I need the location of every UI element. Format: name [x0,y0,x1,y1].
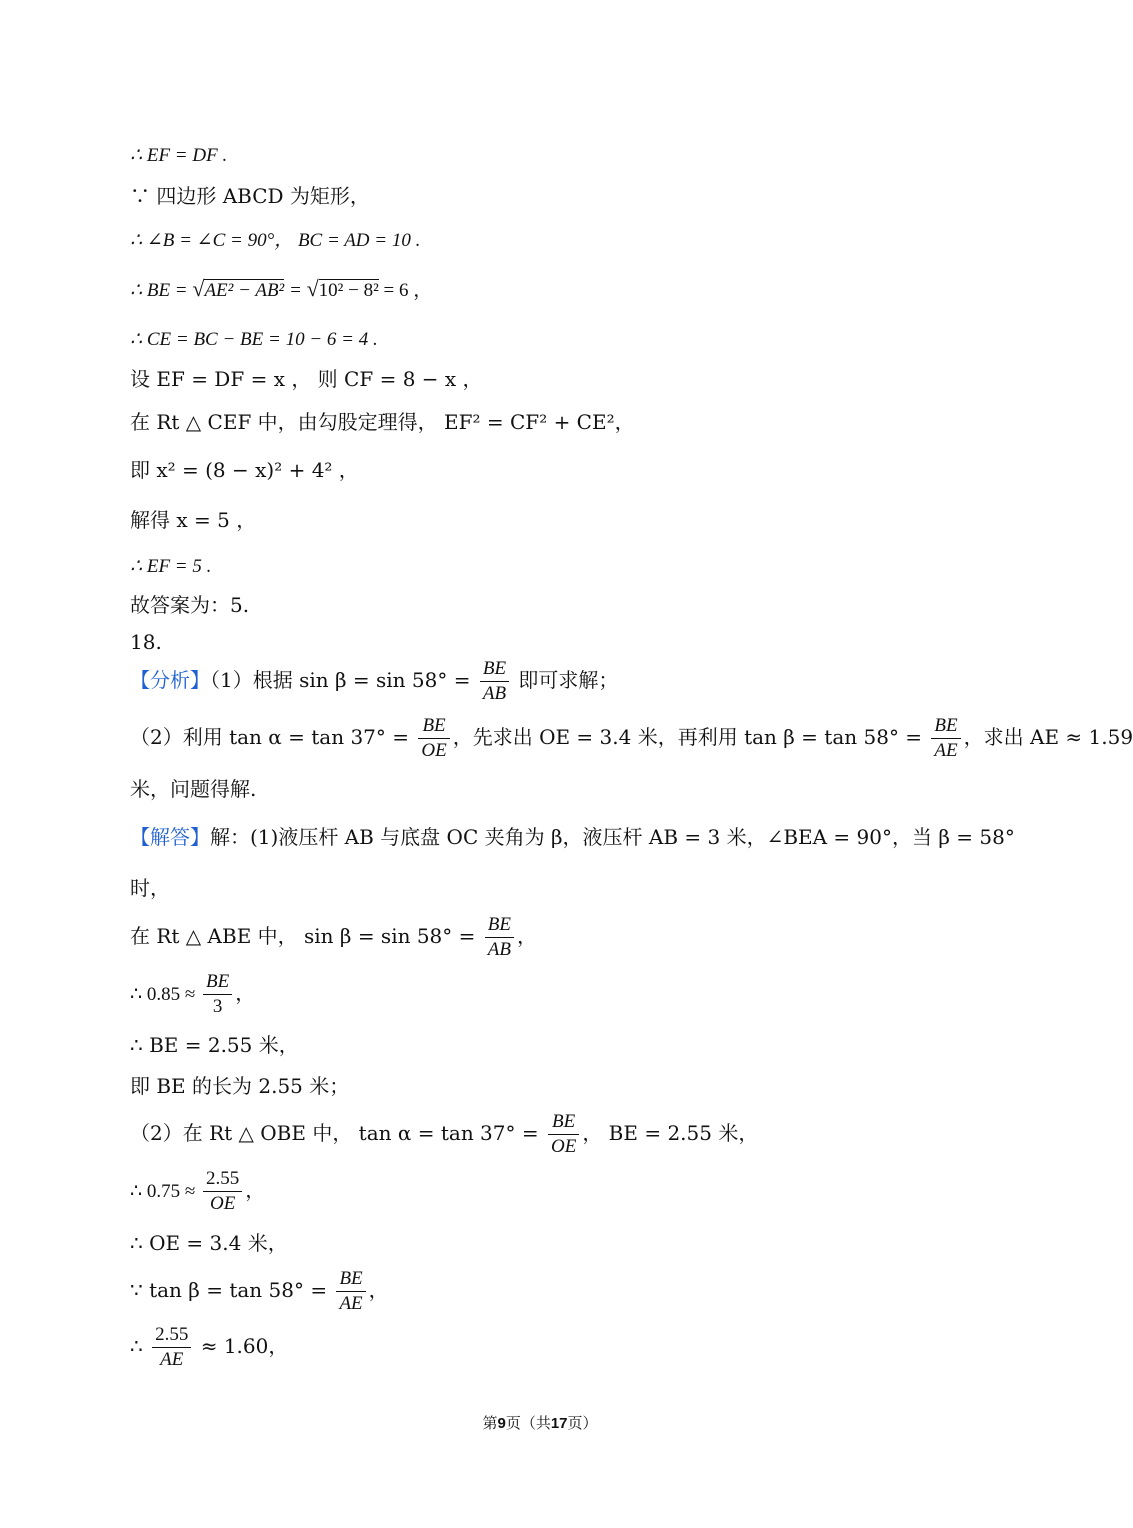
analysis-line-1: 【分析】（1）根据 sin β = sin 58° = $\frac{BE}{AB}$ 即可求解； [130,658,619,704]
fraction: $\frac{BE}{AB}$ [485,913,514,962]
answer-line-3: 在 Rt △ ABE 中， sin β = sin 58° = $\frac{BE}{AB}$ ， [130,914,537,960]
analysis-tag: 【分析】 [130,668,210,692]
answer-line-6: 即 BE 的长为 2.55 米； [130,1074,350,1098]
fraction: $\frac{2.55}{OE}$ [203,1167,242,1216]
page-number: 9 [497,1415,506,1432]
line-pythagoras: 在 Rt △ CEF 中，由勾股定理得， EF² = CF² + CE²， [130,410,635,434]
line-angles: ∴ ∠B = ∠C = 90°， BC = AD = 10 . [130,230,421,251]
line-solve-x: 解得 x = 5 ， [130,508,257,532]
analysis-line-3: 米，问题得解. [130,777,257,801]
fraction: $\frac{BE}{AE}$ [336,1267,365,1316]
page-footer: 第9页（共17页） [482,1414,598,1432]
analysis-line-2: （2）利用 tan α = tan 37° = $\frac{BE}{OE}$ ，先求出 OE = 3.4 米，再利用 tan β = tan 58° = $\frac{BE}{AE}$ ，求出 AE ≈ 1.59 [130,715,1133,761]
line-equation: 即 x² = (8 − x)² + 4² ， [130,458,359,482]
answer-line-4: ∴ 0.85 ≈ $\frac{BE}{3}$ ， [130,971,256,1017]
question-number: 18. [130,630,162,654]
fraction: $\frac{BE}{AB}$ [480,657,509,706]
line-answer-5: 故答案为：5. [130,593,250,617]
line-let-x: 设 EF = DF = x ， 则 CF = 8 − x ， [130,367,483,391]
answer-line-10: ∵ tan β = tan 58° = $\frac{BE}{AE}$ ， [130,1268,389,1314]
answer-tag: 【解答】 [130,825,210,849]
answer-line-8: ∴ 0.75 ≈ $\frac{2.55}{OE}$ ， [130,1168,266,1214]
answer-line-7: （2）在 Rt △ OBE 中， tan α = tan 37° = $\frac{BE}{OE}$ ， BE = 2.55 米， [130,1111,759,1157]
answer-line-11: ∴ $\frac{2.55}{AE}$ ≈ 1.60， [130,1324,289,1370]
fraction: $\frac{BE}{OE}$ [418,714,449,763]
line-ef-5: ∴ EF = 5 . [130,556,212,577]
fraction: $\frac{BE}{AE}$ [931,714,960,763]
fraction: $\frac{BE}{3}$ [203,970,232,1019]
line-be-sqrt: ∴ BE = √AE² − AB² = √10² − 8² = 6 ， [130,276,433,301]
fraction: $\frac{BE}{OE}$ [548,1110,579,1159]
line-ce: ∴ CE = BC − BE = 10 − 6 = 4 . [130,329,378,350]
fraction: $\frac{2.55}{AE}$ [152,1323,191,1372]
answer-line-2: 时， [130,876,170,900]
sqrt-icon: √ [306,276,319,301]
sqrt-icon: √ [192,276,205,301]
line-ef-eq-df: ∴ EF = DF . [130,145,228,166]
answer-line-5: ∴ BE = 2.55 米， [130,1033,299,1057]
total-pages: 17 [550,1415,568,1432]
answer-line-1: 【解答】解：(1)液压杆 AB 与底盘 OC 夹角为 β，液压杆 AB = 3 米，∠BEA = 90°，当 β = 58° [130,825,1015,849]
answer-line-9: ∴ OE = 3.4 米， [130,1231,288,1255]
line-rectangle: ∵ 四边形 ABCD 为矩形， [130,184,370,208]
